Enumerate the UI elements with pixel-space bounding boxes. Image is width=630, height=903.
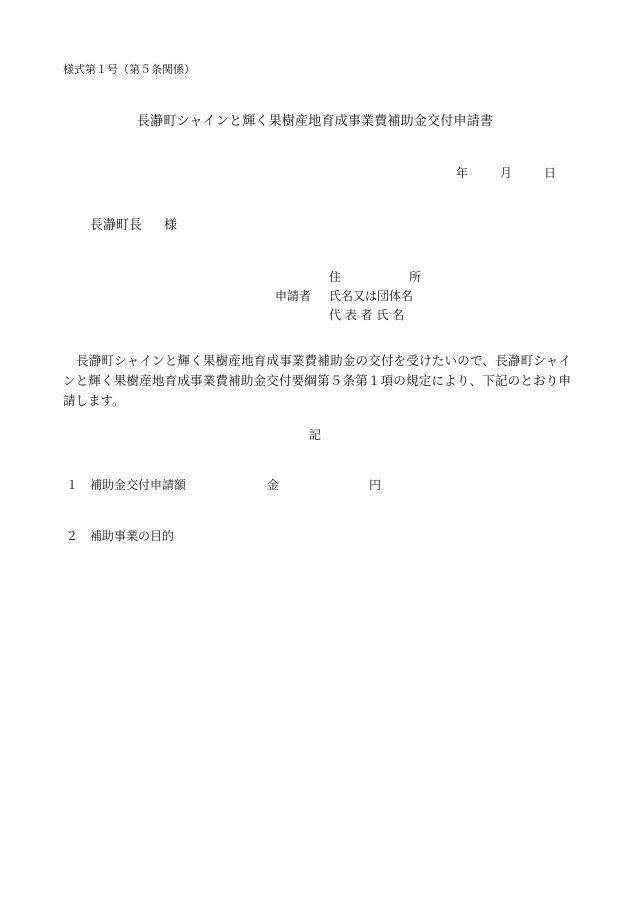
addressee-name: 長瀞町長 <box>90 218 143 233</box>
address-field-label: 住 所 <box>329 270 421 284</box>
date-line <box>456 165 556 181</box>
item-number: ２ <box>66 529 79 543</box>
date-day-label: 日 <box>544 166 557 180</box>
document-title: 長瀞町シャインと輝く果樹産地育成事業費補助金交付申請書 <box>136 114 494 129</box>
addressee <box>90 218 177 234</box>
representative-field-label: 代 表 者 氏 名 <box>329 308 405 322</box>
item-label: 補助事業の目的 <box>90 529 175 543</box>
item-purpose <box>66 528 174 544</box>
item-subsidy-amount <box>66 477 381 493</box>
form-number: 様式第１号（第５条関係） <box>63 63 195 76</box>
applicant-label: 申請者 <box>275 289 312 303</box>
application-statement: 長瀞町シャインと輝く果樹産地育成事業費補助金の交付を受けたいので、長瀞町シャインと輝く果樹産地育成事業費補助金交付要綱第５条第１項の規定により、下記のとおり申請します。 <box>63 353 571 408</box>
applicant-fields <box>329 268 421 325</box>
name-field-label: 氏名又は団体名 <box>329 289 414 303</box>
date-year-label: 年 <box>456 166 469 180</box>
addressee-honorific: 様 <box>164 218 178 233</box>
currency-suffix: 円 <box>369 478 382 492</box>
ki-heading: 記 <box>308 428 321 442</box>
currency-prefix: 金 <box>267 478 280 492</box>
item-number: １ <box>66 478 79 492</box>
date-month-label: 月 <box>500 166 513 180</box>
item-label: 補助金交付申請額 <box>90 478 187 492</box>
